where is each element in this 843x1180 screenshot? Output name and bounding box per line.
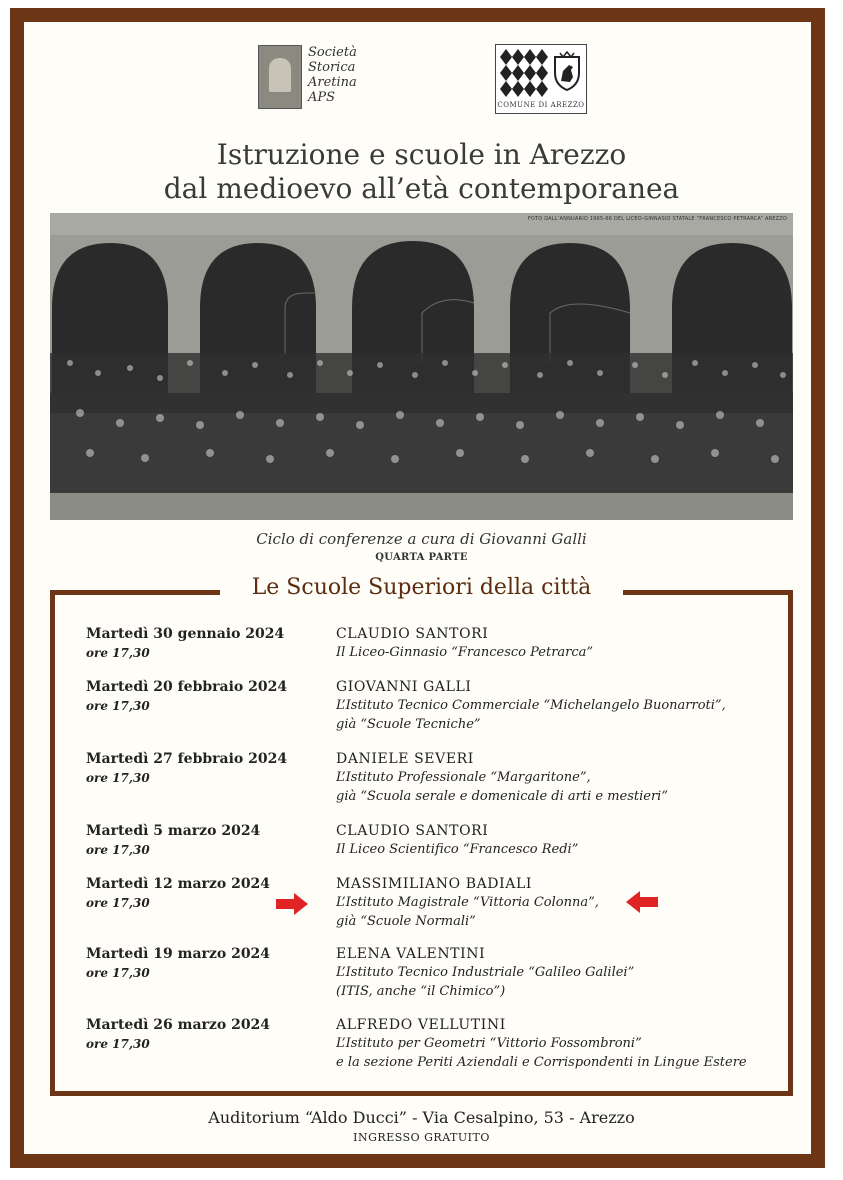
event-date: Martedì 26 marzo 2024: [86, 1017, 271, 1033]
program-heading-text: Le Scuole Superiori della città: [244, 575, 600, 600]
event-time: ore 17,30: [86, 646, 150, 660]
event-speaker: ELENA VALENTINI: [336, 946, 486, 962]
societa-storica-aretina-logo: [258, 45, 368, 115]
ssa-line-1: Società: [308, 45, 357, 60]
event-time: ore 17,30: [86, 966, 150, 980]
page-title-line-1: Istruzione e scuole in Arezzo: [216, 138, 627, 171]
event-time: ore 17,30: [86, 1037, 150, 1051]
event-topic-note: già “Scuole Tecniche”: [336, 717, 481, 732]
event-time: ore 17,30: [86, 699, 150, 713]
left-arrow-icon: [626, 891, 658, 913]
photo-credit: FOTO DALL’ANNUARIO 1965-66 DEL LICEO-GINNASIO STATALE “FRANCESCO PETRARCA” AREZZO: [527, 216, 787, 222]
event-topic: L’Istituto Professionale “Margaritone”,: [336, 770, 591, 785]
series-part: QUARTA PARTE: [375, 552, 468, 563]
page-title-line-2: dal medioevo all’età contemporanea: [163, 172, 680, 205]
event-speaker: ALFREDO VELLUTINI: [336, 1017, 506, 1033]
ssa-line-3: Aretina: [308, 75, 357, 90]
event-topic-note: (ITIS, anche “il Chimico”): [336, 984, 506, 999]
event-topic-note: già “Scuole Normali”: [336, 914, 476, 929]
event-speaker: CLAUDIO SANTORI: [336, 626, 489, 642]
event-time: ore 17,30: [86, 896, 150, 910]
ssa-line-2: Storica: [308, 60, 356, 75]
event-topic: L’Istituto Magistrale “Vittoria Colonna”,: [336, 895, 599, 910]
event-time: ore 17,30: [86, 843, 150, 857]
event-topic: Il Liceo-Ginnasio “Francesco Petrarca”: [336, 645, 594, 660]
comune-di-arezzo-logo: [495, 44, 587, 114]
ssa-logo-text: [308, 45, 357, 105]
event-topic: L’Istituto Tecnico Industriale “Galileo Galilei”: [336, 965, 635, 980]
entry-text: INGRESSO GRATUITO: [353, 1131, 490, 1144]
event-date: Martedì 5 marzo 2024: [86, 823, 261, 839]
event-date: Martedì 27 febbraio 2024: [86, 751, 288, 767]
program-box-left-border: [50, 590, 55, 1096]
checkered-diamonds-icon: [500, 49, 548, 97]
event-date: Martedì 12 marzo 2024: [86, 876, 271, 892]
event-topic: Il Liceo Scientifico “Francesco Redi”: [336, 842, 579, 857]
arcade-crowd-illustration: [50, 213, 793, 520]
event-topic-note: già “Scuola serale e domenicale di arti e mestieri”: [336, 789, 668, 804]
event-topic: L’Istituto Tecnico Commerciale “Michelangelo Buonarroti”,: [336, 698, 726, 713]
venue-text: Auditorium “Aldo Ducci” - Via Cesalpino, 53 - Arezzo: [208, 1108, 635, 1127]
historical-school-photo: [50, 213, 793, 520]
right-arrow-icon: [276, 893, 308, 915]
event-date: Martedì 30 gennaio 2024: [86, 626, 285, 642]
event-topic: L’Istituto per Geometri “Vittorio Fossombroni”: [336, 1036, 642, 1051]
event-speaker: GIOVANNI GALLI: [336, 679, 472, 695]
program-heading: [0, 575, 843, 600]
program-box-right-border: [788, 590, 793, 1096]
statue-icon: [258, 45, 302, 109]
horse-shield-icon: [552, 51, 582, 91]
program-box-bottom-border: [50, 1091, 793, 1096]
event-topic-note: e la sezione Periti Aziendali e Corrispondenti in Lingue Estere: [336, 1055, 747, 1070]
event-speaker: DANIELE SEVERI: [336, 751, 474, 767]
ssa-line-4: APS: [308, 90, 336, 105]
event-time: ore 17,30: [86, 771, 150, 785]
series-caption: Ciclo di conferenze a cura di Giovanni Galli: [256, 530, 587, 548]
event-speaker: MASSIMILIANO BADIALI: [336, 876, 532, 892]
event-date: Martedì 20 febbraio 2024: [86, 679, 288, 695]
event-date: Martedì 19 marzo 2024: [86, 946, 271, 962]
event-speaker: CLAUDIO SANTORI: [336, 823, 489, 839]
comune-label: COMUNE DI AREZZO: [497, 101, 585, 109]
